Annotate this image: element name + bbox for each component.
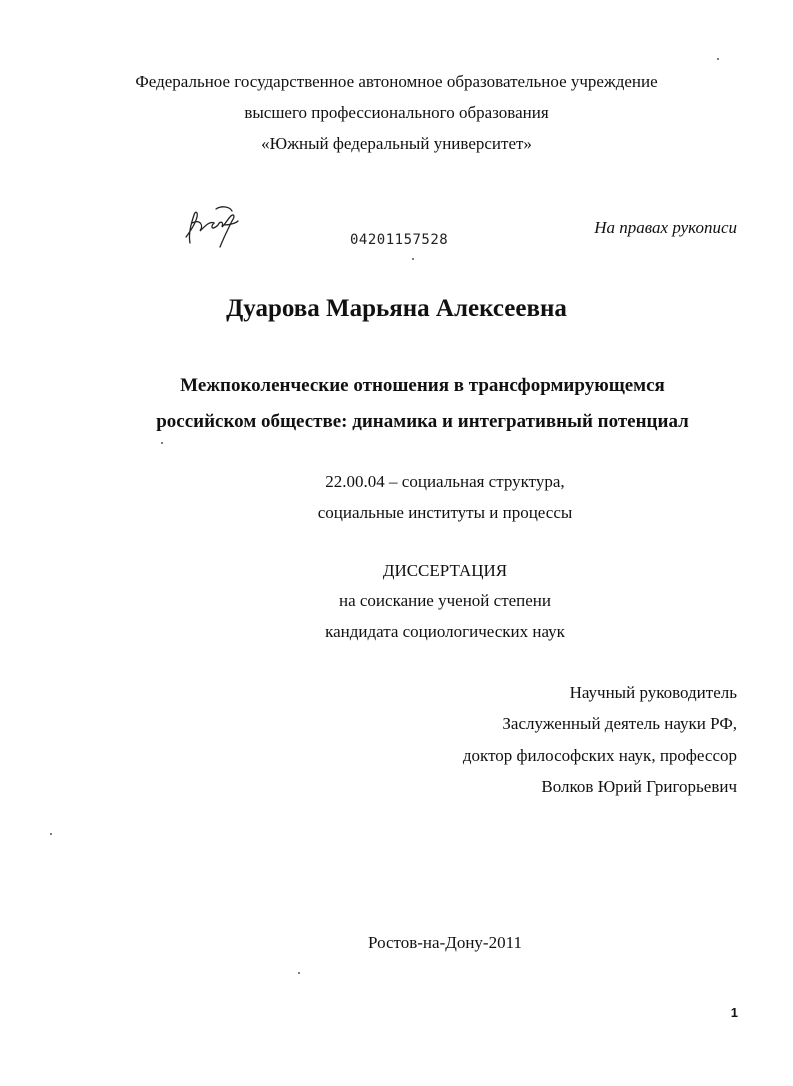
scan-speck [161, 442, 163, 444]
degree-type: ДИССЕРТАЦИЯ [382, 561, 508, 580]
scan-speck [50, 833, 52, 835]
degree-line-2: кандидата социологических наук [325, 622, 565, 641]
place-year: Ростов-на-Дону-2011 [368, 933, 522, 952]
document-id: 04201157528 [350, 232, 449, 248]
scan-speck [412, 258, 414, 260]
rights-note: На правах рукописи [594, 218, 737, 237]
supervisor-honor: Заслуженный деятель науки РФ, [502, 714, 737, 733]
title-line-2: российском обществе: динамика и интегративный потенциал [156, 411, 689, 432]
supervisor-degree: доктор философских наук, профессор [462, 746, 737, 765]
page-number: 1 [730, 1005, 738, 1020]
author-name: Дуарова Марьяна Алексеевна [226, 295, 567, 322]
specialty-line-2: социальные институты и процессы [317, 503, 573, 522]
institution-line-1: Федеральное государственное автономное образовательное учреждение [135, 72, 658, 91]
degree-line-1: на соискание ученой степени [338, 591, 552, 610]
handwritten-signature [180, 203, 242, 253]
title-line-1: Межпоколенческие отношения в трансформирующемся [180, 375, 665, 396]
supervisor-label: Научный руководитель [569, 683, 737, 702]
specialty-line-1: 22.00.04 – социальная структура, [325, 472, 565, 491]
institution-line-3: «Южный федеральный университет» [261, 134, 532, 153]
scan-speck [298, 972, 300, 974]
scan-speck [717, 58, 719, 60]
institution-line-2: высшего профессионального образования [244, 103, 549, 122]
supervisor-name: Волков Юрий Григорьевич [541, 777, 737, 796]
